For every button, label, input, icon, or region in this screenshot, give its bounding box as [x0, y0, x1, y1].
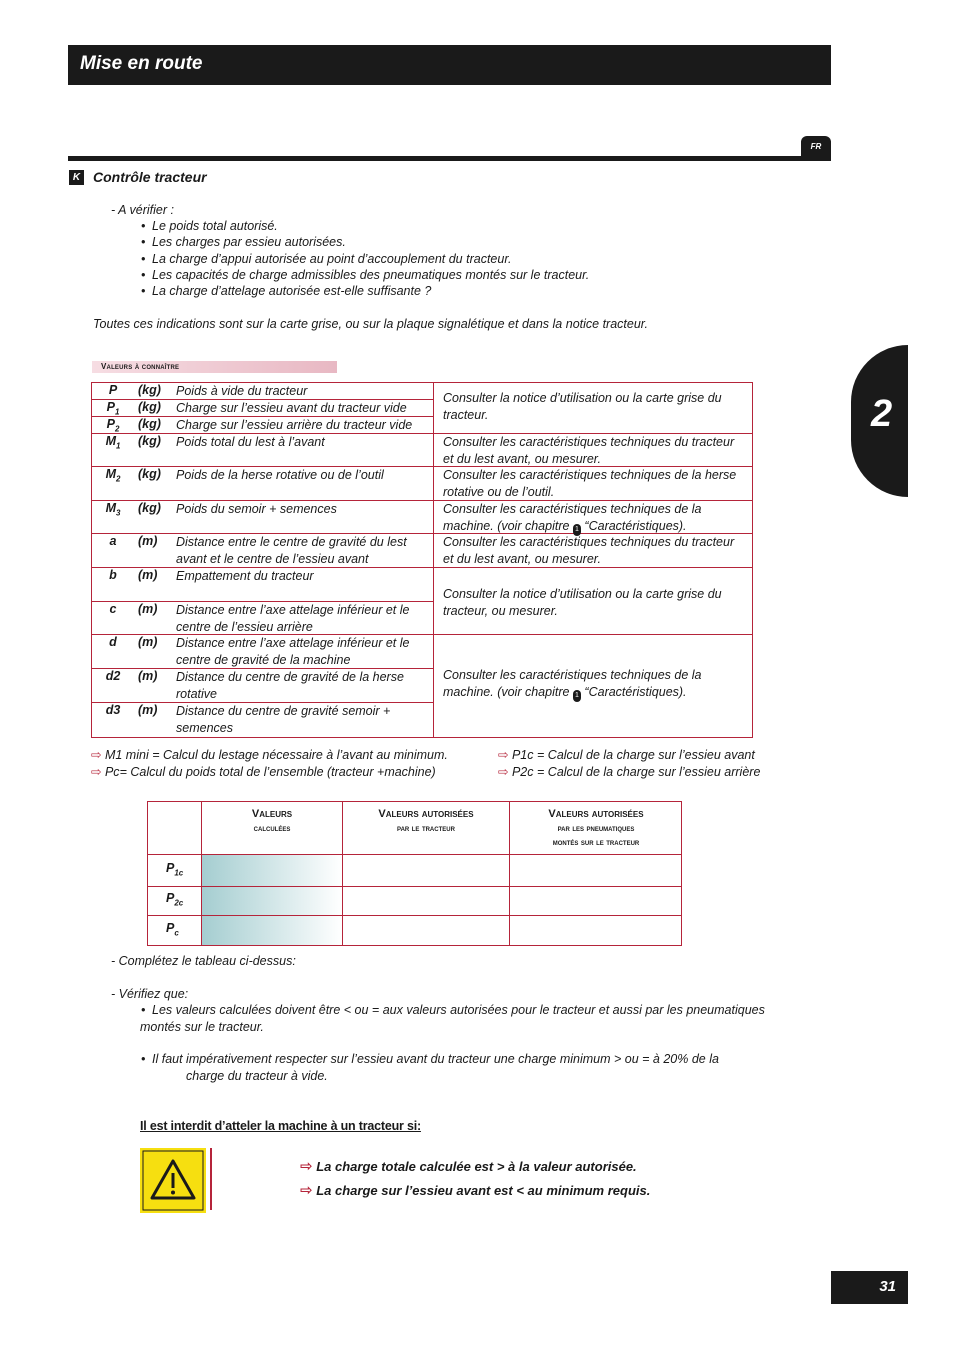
check-item: • La charge d’appui autorisée au point d’accouplement du tracteur.	[152, 251, 512, 267]
verify-item-continued: montés sur le tracteur.	[140, 1020, 264, 1034]
row-unit: (m)	[138, 669, 158, 683]
table-row	[92, 501, 433, 534]
warning-divider	[210, 1148, 212, 1210]
row-description: Empattement du tracteur	[176, 569, 314, 583]
section-letter: K	[69, 170, 84, 185]
table-row	[92, 703, 433, 737]
row-unit: (kg)	[138, 434, 161, 448]
arrow-right-icon: ⇨	[498, 748, 509, 762]
check-note: Toutes ces indications sont sur la carte grise, ou sur la plaque signalétique et dans la notice tracteur.	[93, 317, 648, 331]
verify-item: • Les valeurs calculées doivent être < ou = aux valeurs autorisées pour le tracteur et aussi par les pneumatiques	[152, 1002, 765, 1018]
reference-cell	[434, 635, 752, 737]
calc-row-label: $P_{2c}$	[166, 891, 184, 908]
row-unit: (kg)	[138, 383, 161, 397]
section-title: Contrôle tracteur	[93, 169, 207, 185]
row-symbol: d2	[105, 669, 121, 683]
check-item: • La charge d’attelage autorisée est-elle suffisante ?	[152, 283, 431, 299]
row-unit: (kg)	[138, 501, 161, 515]
chapter-ref-icon: 1	[573, 690, 581, 702]
legend-item: ⇨ P2c = Calcul de la charge sur l’essieu arrière	[498, 765, 761, 779]
values-table	[91, 382, 753, 738]
warning-triangle-icon	[140, 1148, 206, 1213]
instruction-verify: - Vérifiez que:	[111, 987, 189, 1001]
row-symbol: $P_2$	[106, 417, 120, 434]
chapter-number: 2	[871, 393, 893, 435]
row-description: Distance du centre de gravité de la herse rotative	[176, 670, 404, 701]
check-intro: - A vérifier :	[111, 203, 174, 217]
reference-cell	[434, 383, 752, 434]
table-row	[92, 434, 433, 467]
check-item: • Les capacités de charge admissibles des pneumatiques montés sur le tracteur.	[152, 267, 589, 283]
row-description: Poids de la herse rotative ou de l’outil	[176, 468, 384, 482]
row-divider	[148, 886, 681, 887]
legend-item: ⇨ M1 mini = Calcul du lestage nécessaire à l’avant au minimum.	[91, 748, 448, 762]
row-symbol: $P_1$	[106, 400, 120, 417]
table-row	[92, 383, 433, 400]
column-header: Valeurs calculées	[251, 808, 293, 833]
reference-cell	[434, 434, 752, 467]
reference-cell	[434, 568, 752, 635]
calc-table	[147, 801, 682, 946]
row-unit: (kg)	[138, 467, 161, 481]
arrow-right-icon: ⇨	[300, 1182, 313, 1199]
row-description: Distance du centre de gravité semoir + semences	[176, 704, 391, 735]
verify-item-continued: charge du tracteur à vide.	[186, 1069, 328, 1083]
row-symbol: b	[109, 568, 117, 582]
warning-item: ⇨ La charge totale calculée est > à la valeur autorisée.	[300, 1158, 637, 1175]
legend-item: ⇨ P1c = Calcul de la charge sur l’essieu avant	[498, 748, 755, 762]
calc-row-label: $P_c$	[166, 921, 179, 938]
reference-text: Consulter la notice d’utilisation ou la carte grise du tracteur, ou mesurer.	[443, 587, 722, 618]
reference-cell	[434, 534, 752, 568]
row-divider	[92, 702, 433, 703]
language-tab: FR	[801, 136, 831, 160]
reference-text: Consulter les caractéristiques techniques de la machine. (voir chapitre 1 “Caractéristiques).	[443, 501, 747, 536]
verify-item: • Il faut impérativement respecter sur l’essieu avant du tracteur une charge minimum > ou = à 20% de la	[152, 1051, 719, 1067]
row-divider	[92, 668, 433, 669]
row-unit: (m)	[138, 534, 158, 548]
reference-text: Consulter les caractéristiques techniques de la machine. (voir chapitre 1 “Caractéristiques).	[443, 667, 747, 702]
instruction-complete: - Complétez le tableau ci-dessus:	[111, 954, 296, 968]
page-number: 31	[831, 1271, 908, 1304]
table-row	[92, 635, 433, 669]
page-title: Mise en route	[80, 53, 203, 74]
arrow-right-icon: ⇨	[300, 1158, 313, 1175]
column-header: Valeurs autorisées par les pneumatiques montés sur le tracteur	[548, 808, 644, 847]
row-unit: (m)	[138, 703, 158, 717]
row-unit: (kg)	[138, 417, 161, 431]
chapter-tab	[851, 345, 908, 497]
reference-text: Consulter les caractéristiques techniques de la herse rotative ou de l’outil.	[443, 468, 737, 499]
reference-text: Consulter la notice d’utilisation ou la carte grise du tracteur.	[443, 391, 722, 422]
row-symbol: d	[109, 635, 117, 649]
arrow-right-icon: ⇨	[91, 765, 102, 779]
table-row	[92, 417, 433, 434]
calc-column-shading	[201, 855, 342, 945]
column-header: Valeurs autorisées par le tracteur	[378, 808, 474, 833]
reference-cell	[434, 501, 752, 534]
row-symbol: $M_2$	[105, 467, 121, 484]
warning-title: Il est interdit d’atteler la machine à un tracteur si:	[140, 1119, 421, 1133]
reference-cell	[434, 467, 752, 501]
arrow-right-icon: ⇨	[91, 748, 102, 762]
row-description: Charge sur l’essieu arrière du tracteur vide	[176, 418, 413, 432]
header-bar	[68, 45, 831, 85]
row-unit: (m)	[138, 568, 158, 582]
check-item: • Le poids total autorisé.	[152, 218, 278, 234]
row-divider	[148, 854, 681, 855]
row-description: Distance entre l’axe attelage inférieur et le centre de l’essieu arrière	[176, 603, 410, 634]
row-symbol: d3	[105, 703, 121, 717]
calc-row-label: $P_{1c}$	[166, 861, 184, 878]
row-description: Distance entre l’axe attelage inférieur et le centre de gravité de la machine	[176, 636, 410, 667]
header-rule	[68, 156, 831, 161]
row-symbol: c	[109, 602, 117, 616]
reference-text: Consulter les caractéristiques techniques du tracteur et du lest avant, ou mesurer.	[443, 535, 735, 566]
arrow-right-icon: ⇨	[498, 765, 509, 779]
row-unit: (m)	[138, 635, 158, 649]
row-symbol: $M_1$	[105, 434, 121, 451]
row-description: Distance entre le centre de gravité du lest avant et le centre de l’essieu avant	[176, 535, 407, 566]
table-row	[92, 534, 433, 568]
row-description: Poids total du lest à l’avant	[176, 435, 325, 449]
table-row	[92, 602, 433, 635]
row-divider	[148, 915, 681, 916]
table-row	[92, 568, 433, 602]
row-symbol: P	[108, 383, 118, 397]
legend-item: ⇨ Pc= Calcul du poids total de l’ensemble (tracteur +machine)	[91, 765, 436, 779]
table-row	[92, 467, 433, 501]
chapter-ref-icon: 1	[573, 524, 581, 536]
row-symbol: $M_3$	[105, 501, 121, 518]
check-item: • Les charges par essieu autorisées.	[152, 234, 346, 250]
row-symbol: a	[109, 534, 117, 548]
row-description: Poids du semoir + semences	[176, 502, 337, 516]
reference-text: Consulter les caractéristiques techniques du tracteur et du lest avant, ou mesurer.	[443, 435, 735, 466]
row-unit: (m)	[138, 602, 158, 616]
values-label: Valeurs à connaître	[92, 361, 337, 373]
row-unit: (kg)	[138, 400, 161, 414]
warning-item: ⇨ La charge sur l’essieu avant est < au minimum requis.	[300, 1182, 651, 1199]
row-description: Poids à vide du tracteur	[176, 384, 308, 398]
table-row	[92, 400, 433, 417]
table-row	[92, 669, 433, 703]
row-description: Charge sur l’essieu avant du tracteur vide	[176, 401, 407, 415]
